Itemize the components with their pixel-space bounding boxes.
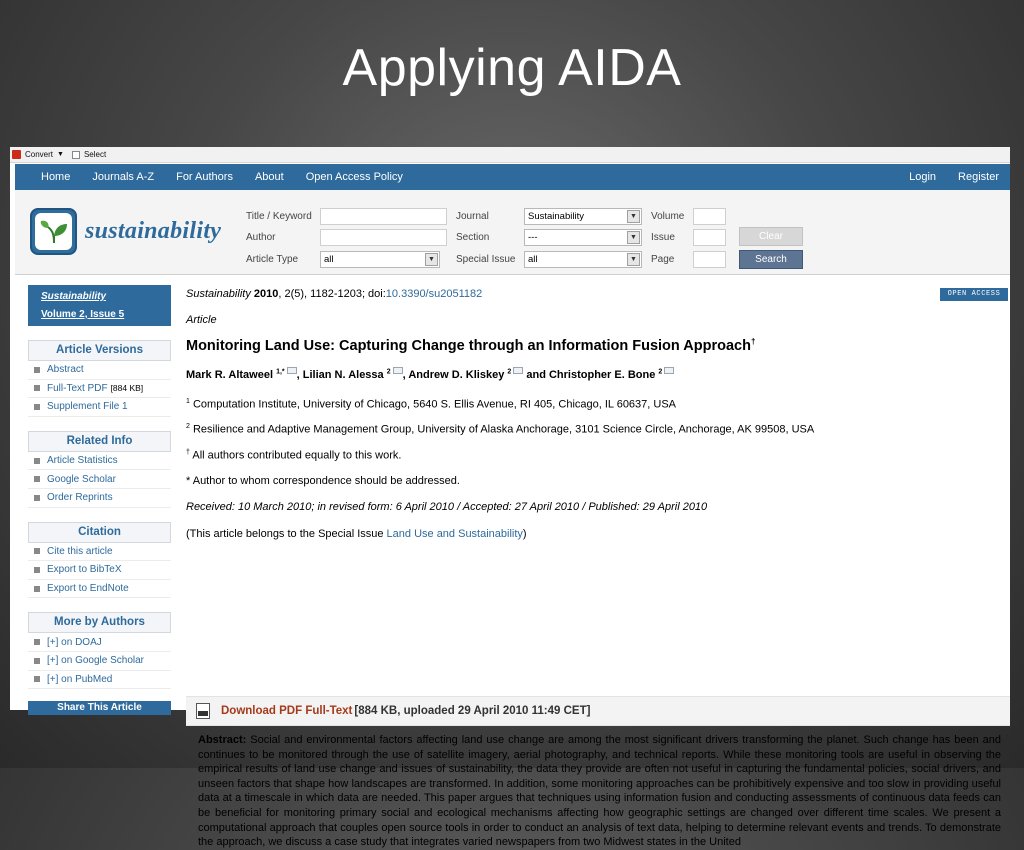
- nav-about[interactable]: About: [254, 171, 284, 183]
- author-list: [186, 367, 674, 381]
- special-issue-value: all: [528, 254, 538, 265]
- chevron-down-icon[interactable]: ▼: [57, 151, 64, 158]
- author-sup: 2: [658, 368, 663, 376]
- sidebar-item-authors-google-scholar[interactable]: [28, 652, 171, 671]
- more-by-authors-heading: More by Authors: [28, 612, 171, 633]
- article-citation: [186, 288, 482, 300]
- special-issue-note: [186, 528, 527, 540]
- search-button[interactable]: Search: [739, 250, 803, 269]
- citation-heading: Citation: [28, 522, 171, 543]
- author-name[interactable]: Mark R. Altaweel: [186, 369, 274, 381]
- affiliation-text: Resilience and Adaptive Management Group, University of Alaska Anchorage, 3101 Science Circle, Anchorage, AK 99508, USA: [192, 423, 815, 436]
- volume-input[interactable]: [693, 208, 726, 225]
- email-icon[interactable]: [513, 367, 523, 374]
- sidebar-item-export-endnote[interactable]: [28, 580, 171, 599]
- nav-journals-a-z[interactable]: Journals A-Z: [92, 171, 155, 183]
- journal-value: Sustainability: [528, 211, 584, 222]
- section-select[interactable]: [524, 229, 642, 246]
- leaf-logo-icon: [30, 208, 77, 255]
- nav-for-authors[interactable]: For Authors: [176, 171, 233, 183]
- sidebar-item-label: Order Reprints: [47, 492, 113, 504]
- chevron-down-icon[interactable]: ▼: [627, 210, 640, 223]
- browser-pdf-toolbar: [10, 147, 1010, 163]
- sidebar-item-label: Cite this article: [47, 545, 113, 557]
- abstract: [198, 733, 1001, 850]
- page-label: Page: [651, 254, 675, 265]
- bullet-square-icon: [34, 567, 40, 573]
- bullet-square-icon: [34, 385, 40, 391]
- bullet-square-icon: [34, 495, 40, 501]
- bullet-square-icon: [34, 476, 40, 482]
- bullet-square-icon: [34, 404, 40, 410]
- sidebar-item-label: Export to BibTeX: [47, 564, 122, 576]
- issue-input[interactable]: [693, 229, 726, 246]
- site-header: [15, 190, 1010, 275]
- citation-year: 2010: [253, 288, 279, 300]
- author-label: Author: [246, 232, 276, 243]
- article-type: Article: [186, 314, 217, 326]
- author-separator: and: [523, 369, 549, 381]
- download-pdf-link[interactable]: Download PDF Full-Text: [221, 705, 353, 717]
- sidebar-item-doaj[interactable]: [28, 633, 171, 652]
- special-issue-suffix: ): [522, 528, 527, 540]
- sidebar-item-export-bibtex[interactable]: [28, 561, 171, 580]
- special-issue-link[interactable]: Land Use and Sustainability: [386, 528, 523, 540]
- section-label: Section: [456, 232, 490, 243]
- browser-screenshot: [10, 147, 1010, 849]
- pdf-size: [884 KB]: [110, 383, 144, 394]
- nav-home[interactable]: Home: [41, 171, 71, 183]
- bullet-square-icon: [34, 367, 40, 373]
- special-issue-select[interactable]: [524, 251, 642, 268]
- sidebar-item-supplement-file[interactable]: [28, 398, 171, 417]
- sidebar-volume-issue-link[interactable]: Volume 2, Issue 5: [41, 309, 125, 320]
- sidebar-item-label: [+] on Google Scholar: [47, 655, 145, 667]
- sidebar-item-label: Export to EndNote: [47, 583, 129, 595]
- article-type-select[interactable]: [320, 251, 440, 268]
- special-issue-label: Special Issue: [456, 254, 516, 265]
- doi-link[interactable]: 10.3390/su2051182: [385, 288, 483, 300]
- author-sup: 1,*: [276, 368, 285, 376]
- journal-label: Journal: [456, 211, 489, 222]
- special-issue-prefix: (This article belongs to the Special Issue: [186, 528, 387, 540]
- email-icon[interactable]: [664, 367, 674, 374]
- open-access-badge: OPEN ACCESS: [940, 288, 1008, 301]
- bullet-square-icon: [34, 548, 40, 554]
- affiliation-2: [186, 423, 814, 436]
- sidebar-item-cite-article[interactable]: [28, 543, 171, 562]
- clear-button[interactable]: Clear: [739, 227, 803, 246]
- sidebar-item-label: Article Statistics: [47, 455, 118, 467]
- sidebar-item-abstract[interactable]: [28, 361, 171, 380]
- share-article-heading: Share This Article: [28, 701, 171, 715]
- article-title-text: Monitoring Land Use: Capturing Change through an Information Fusion Approach: [186, 337, 751, 354]
- bullet-square-icon: [34, 676, 40, 682]
- dagger-mark: †: [186, 449, 190, 456]
- article-type-label: Article Type: [246, 254, 299, 265]
- author-name[interactable]: Andrew D. Kliskey: [408, 369, 505, 381]
- sidebar-item-label: Supplement File 1: [47, 401, 128, 413]
- logo-text: sustainability: [85, 218, 222, 244]
- sidebar-item-pubmed[interactable]: [28, 671, 171, 690]
- sidebar-item-label: Google Scholar: [47, 473, 116, 485]
- citation-rest: , 2(5), 1182-1203; doi:: [278, 288, 386, 300]
- title-keyword-label: Title / Keyword: [246, 211, 312, 222]
- author-name[interactable]: Lilian N. Alessa: [302, 369, 384, 381]
- sidebar-item-label: [+] on PubMed: [47, 673, 113, 685]
- top-navbar: [15, 164, 1010, 190]
- email-icon[interactable]: [393, 367, 403, 374]
- abstract-text: Social and environmental factors affecting land use change are among the most significant drivers transforming the planet. Such change has been and continues to be monitored through the use of satellite imagery, aerial photography, and technical reports. While these monitoring tools are useful in observing the empirical results of land use change and issues of sustainability, the data they provide are often not useful in capturing the fundamental policies, social drivers, and unseen factors that shape how landscapes are transformed. In addition, some monitoring approaches can be prohibitively expensive and too slow in providing useful data at a timescale in which data are needed. This paper argues that techniques using information fusion and conducting assessments of continuous data feeds can be beneficial for monitoring primary social and ecological mechanisms affecting how geographic settings are changed over different time scales. We present a computational approach that couples open source tools in order to conduct an analysis of text data, helping to determine relevant events and trends. To demonstrate the approach, we discuss a case study that integrates varied newspapers from two Midwest states in the United: [198, 734, 1001, 849]
- article-type-value: all: [324, 254, 334, 265]
- sidebar-item-label: Abstract: [47, 364, 84, 376]
- pdf-convert-icon: [12, 150, 21, 159]
- article-dates: [186, 501, 707, 513]
- slide-title: Applying AIDA: [342, 39, 682, 97]
- author-name[interactable]: Christopher E. Bone: [548, 369, 656, 381]
- sidebar-item-full-text-pdf[interactable]: [28, 380, 171, 399]
- article-title: [186, 337, 755, 354]
- journal-issue-box: [28, 285, 171, 326]
- dagger-note-text: All authors contributed equally to this work.: [192, 449, 402, 462]
- nav-register[interactable]: Register: [958, 171, 999, 183]
- journal-logo[interactable]: [30, 208, 221, 255]
- correspondence-note: * Author to whom correspondence should be addressed.: [186, 475, 460, 487]
- select-icon: [72, 151, 80, 159]
- related-info-heading: Related Info: [28, 431, 171, 452]
- nav-login[interactable]: Login: [909, 171, 937, 183]
- pdf-file-icon: [196, 703, 210, 719]
- section-value: ---: [528, 232, 538, 243]
- journal-select[interactable]: [524, 208, 642, 225]
- author-separator: ,: [402, 369, 409, 381]
- convert-button[interactable]: Convert: [25, 150, 54, 159]
- bullet-square-icon: [34, 639, 40, 645]
- chevron-down-icon[interactable]: ▼: [425, 253, 438, 266]
- chevron-down-icon[interactable]: ▼: [627, 253, 640, 266]
- sidebar-item-order-reprints[interactable]: [28, 489, 171, 508]
- sidebar-item-article-statistics[interactable]: [28, 452, 171, 471]
- affiliation-1: [186, 398, 676, 411]
- page-input[interactable]: [693, 251, 726, 268]
- bullet-square-icon: [34, 458, 40, 464]
- abstract-label: Abstract:: [198, 734, 247, 746]
- author-sup: 2: [386, 368, 391, 376]
- sidebar-journal-link[interactable]: Sustainability: [41, 291, 107, 302]
- nav-open-access-policy[interactable]: Open Access Policy: [305, 171, 403, 183]
- chevron-down-icon[interactable]: ▼: [627, 231, 640, 244]
- article-versions-heading: Article Versions: [28, 340, 171, 361]
- volume-label: Volume: [651, 211, 685, 222]
- citation-journal: Sustainability: [186, 288, 251, 300]
- affiliation-mark: 1: [186, 398, 190, 405]
- left-sidebar: [28, 285, 171, 715]
- issue-label: Issue: [651, 232, 675, 243]
- download-pdf-bar: [186, 696, 1010, 726]
- email-icon[interactable]: [287, 367, 297, 374]
- affiliation-text: Computation Institute, University of Chicago, 5640 S. Ellis Avenue, RI 405, Chicago, IL 60637, USA: [192, 398, 677, 411]
- author-sup: 2: [507, 368, 512, 376]
- bullet-square-icon: [34, 586, 40, 592]
- title-dagger: †: [750, 337, 756, 346]
- equal-contribution-note: [186, 449, 401, 462]
- title-keyword-input[interactable]: [320, 208, 447, 225]
- bullet-square-icon: [34, 658, 40, 664]
- author-input[interactable]: [320, 229, 447, 246]
- sidebar-item-label: [+] on DOAJ: [47, 636, 102, 648]
- sidebar-item-google-scholar[interactable]: [28, 470, 171, 489]
- author-separator: ,: [296, 369, 303, 381]
- select-button[interactable]: Select: [83, 150, 107, 159]
- article-dates-text: Received: 10 March 2010; in revised form: 6 April 2010 / Accepted: 27 April 2010 / Published: 29 April 2010: [186, 501, 708, 513]
- affiliation-mark: 2: [186, 423, 190, 430]
- download-pdf-meta: [884 KB, uploaded 29 April 2010 11:49 CET]: [354, 705, 591, 717]
- sidebar-item-label: Full-Text PDF: [47, 382, 108, 394]
